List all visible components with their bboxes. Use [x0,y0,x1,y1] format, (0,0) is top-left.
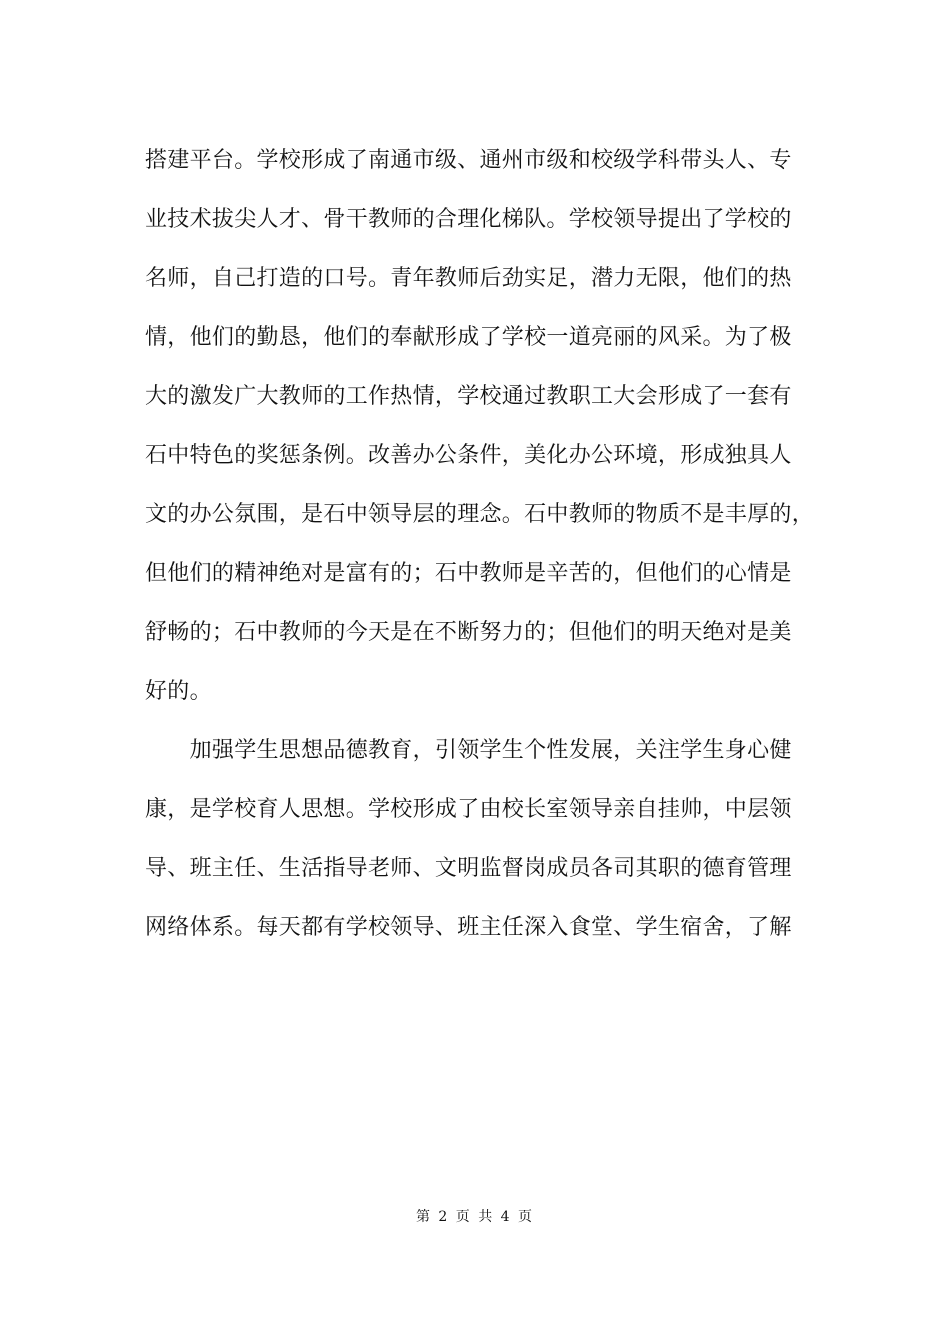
body-text [145,131,825,957]
text-line: 大的激发广大教师的工作热情，学校通过教职工大会形成了一套有 [145,384,792,409]
text-line: 但他们的精神绝对是富有的；石中教师是辛苦的，但他们的心情是 [145,561,792,586]
page-number-footer: 第 2 页 共 4 页 [415,1209,535,1225]
text-line: 业技术拔尖人才、骨干教师的合理化梯队。学校领导提出了学校的 [145,207,792,232]
text-line: 舒畅的；石中教师的今天是在不断努力的；但他们的明天绝对是美 [145,620,792,645]
text-line: 石中特色的奖惩条例。改善办公条件，美化办公环境，形成独具人 [145,443,792,468]
text-line: 情，他们的勤恳，他们的奉献形成了学校一道亮丽的风采。为了极 [145,325,792,350]
text-line: 康，是学校育人思想。学校形成了由校长室领导亲自挂帅，中层领 [145,797,792,822]
text-line: 导、班主任、生活指导老师、文明监督岗成员各司其职的德育管理 [145,856,792,881]
text-line: 名师，自己打造的口号。青年教师后劲实足，潜力无限，他们的热 [145,266,792,291]
paragraph-start-line: 加强学生思想品德教育，引领学生个性发展，关注学生身心健 [145,738,792,763]
text-line: 好的。 [145,679,212,704]
text-line: 网络体系。每天都有学校领导、班主任深入食堂、学生宿舍，了解 [145,915,792,940]
text-line: 搭建平台。学校形成了南通市级、通州市级和校级学科带头人、专 [145,148,792,173]
text-line: 文的办公氛围，是石中领导层的理念。石中教师的物质不是丰厚的， [145,502,815,527]
